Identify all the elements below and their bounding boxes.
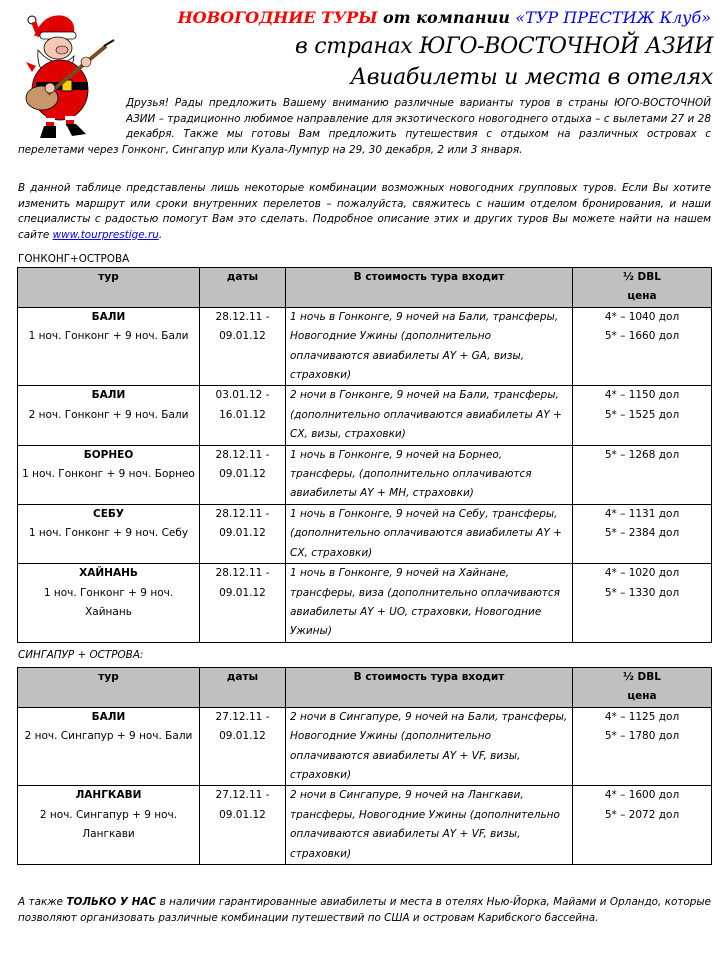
price-value: 4* – 1020 дол [604, 567, 680, 580]
dates-cell [200, 786, 286, 865]
closing-text-rest: в наличии гарантированные авиабилеты и места в отелях Нью-Йорка, Майами и Орландо, которые позволяют организовать различные комбинации путешествий по США и островам Карибского бассейна. [18, 896, 712, 924]
tours-table-hongkong [17, 267, 712, 643]
page-title [178, 8, 711, 27]
tour-description: 2 ноч. Сингапур + 9 ноч. Бали [24, 730, 193, 743]
column-header-dates: даты [200, 268, 286, 308]
tour-description: 2 ноч. Сингапур + 9 ноч. Лангкави [39, 808, 178, 841]
table-row [18, 445, 712, 504]
included-cell: 2 ночи в Сингапуре, 9 ночей на Лангкави, трансферы, Новогодние Ужины (дополнительно оплачиваются авиабилеты AY + VF, визы, страховки) [286, 786, 573, 865]
date-from: 28.12.11 - [215, 567, 270, 580]
price-value: 5* – 1330 дол [604, 586, 680, 599]
price-value: 4* – 1040 дол [604, 310, 680, 323]
table-row [18, 707, 712, 786]
column-header-included: В стоимость тура входит [286, 668, 573, 708]
price-header-price: цена [627, 690, 657, 703]
date-to: 09.01.12 [219, 808, 266, 821]
tour-cell [18, 707, 200, 786]
tour-description: 1 ноч. Гонконг + 9 ноч. Хайнань [43, 586, 174, 618]
table-row [18, 786, 712, 865]
date-to: 09.01.12 [219, 468, 266, 481]
subtitle-tickets-hotels: Авиабилеты и места в отелях [350, 65, 713, 90]
tour-name: БАЛИ [91, 389, 126, 402]
price-cell [573, 445, 712, 504]
subtitle-region: в странах ЮГО-ВОСТОЧНОЙ АЗИИ [295, 34, 713, 59]
tour-cell [18, 504, 200, 563]
tours-table-singapore [17, 667, 712, 865]
dates-cell [200, 707, 286, 786]
closing-paragraph [18, 895, 711, 926]
date-to: 09.01.12 [219, 730, 266, 743]
dates-cell [200, 564, 286, 643]
tour-cell [18, 445, 200, 504]
price-value: 4* – 1600 дол [604, 789, 680, 802]
title-from-company: от компании [377, 8, 516, 27]
price-cell [573, 386, 712, 445]
title-company-name: «ТУР ПРЕСТИЖ Клуб» [515, 8, 711, 27]
column-header-tour: тур [18, 268, 200, 308]
price-value: 5* – 1660 дол [604, 330, 680, 343]
tour-description: 1 ноч. Гонконг + 9 ноч. Бали [28, 330, 189, 343]
date-from: 28.12.11 - [215, 310, 270, 323]
table-header-row [18, 268, 712, 308]
tour-description: 1 ноч. Гонконг + 9 ноч. Себу [28, 527, 189, 540]
column-header-price [573, 668, 712, 708]
tour-cell [18, 307, 200, 386]
tour-name: БАЛИ [91, 310, 126, 323]
price-value: 4* – 1125 дол [604, 710, 680, 723]
table-row [18, 564, 712, 643]
tour-name: ХАЙНАНЬ [79, 567, 138, 580]
table-row [18, 386, 712, 445]
dates-cell [200, 504, 286, 563]
price-value: 5* – 1268 дол [604, 448, 680, 461]
included-cell: 1 ночь в Гонконге, 9 ночей на Бали, трансферы, Новогодние Ужины (дополнительно оплачиваются авиабилеты AY + GA, визы, страховки) [286, 307, 573, 386]
closing-text-highlight: ТОЛЬКО У НАС [66, 896, 157, 908]
price-value: 4* – 1150 дол [604, 389, 680, 402]
table-body [18, 707, 712, 864]
tour-cell [18, 564, 200, 643]
column-header-dates: даты [200, 668, 286, 708]
closing-text-start: А также [18, 896, 67, 908]
section-label-hongkong: ГОНКОНГ+ОСТРОВА [18, 253, 130, 265]
info-paragraph [18, 181, 711, 243]
price-value: 5* – 1525 дол [604, 408, 680, 421]
dates-cell [200, 445, 286, 504]
tour-name: СЕБУ [93, 507, 124, 520]
price-header-dbl: ½ DBL [623, 671, 661, 683]
column-header-tour: тур [18, 668, 200, 708]
tour-description: 2 ноч. Гонконг + 9 ноч. Бали [28, 408, 189, 421]
intro-paragraph [18, 96, 711, 158]
price-header-price: цена [627, 290, 657, 303]
table-body [18, 307, 712, 642]
price-value: 4* – 1131 дол [604, 507, 680, 520]
included-cell: 2 ночи в Сингапуре, 9 ночей на Бали, трансферы, Новогодние Ужины (дополнительно оплачиваются авиабилеты AY + VF, визы, страховки) [286, 707, 573, 786]
date-from: 28.12.11 - [215, 507, 270, 520]
date-from: 27.12.11 - [215, 710, 270, 723]
table-row [18, 504, 712, 563]
table-row [18, 307, 712, 386]
price-header-dbl: ½ DBL [623, 271, 661, 283]
table-header-row [18, 668, 712, 708]
column-header-included: В стоимость тура входит [286, 268, 573, 308]
dates-cell [200, 307, 286, 386]
website-link[interactable]: www.tourprestige.ru [52, 228, 159, 241]
date-to: 16.01.12 [219, 408, 266, 421]
tour-description: 1 ноч. Гонконг + 9 ноч. Борнео [22, 468, 195, 481]
included-cell: 2 ночи в Гонконге, 9 ночей на Бали, трансферы, (дополнительно оплачиваются авиабилеты AY + CX, визы, страховки) [286, 386, 573, 445]
price-cell [573, 564, 712, 643]
date-to: 09.01.12 [219, 586, 266, 599]
info-text: В данной таблице представлены лишь некоторые комбинации возможных новогодних групповых туров. Если Вы хотите изменить маршрут или сроки внутренних перелетов – пожалуйста, свяжитесь с нашим отделом бронирования, и наши специалисты с радостью помогут Вам это сделать. Подробное описание этих и других туров Вы можете найти на нашем сайте [18, 182, 711, 241]
date-from: 03.01.12 - [215, 389, 270, 402]
price-cell [573, 504, 712, 563]
price-value: 5* – 2072 дол [604, 808, 680, 821]
intro-text: Друзья! Рады предложить Вашему вниманию различные варианты туров в страны ЮГО-ВОСТОЧНОЙ АЗИИ – традиционно любимое направление для экзотического новогоднего отдыха – с вылетами 27 и 28 декабря. Также мы готовы Вам предложить путешествия с отдыхом на различных островах с перелетами через Гонконг, Сингапур или Куала-Лумпур на 29, 30 декабря, 2 или 3 января. [18, 97, 711, 156]
price-value: 5* – 2384 дол [604, 527, 680, 540]
date-to: 09.01.12 [219, 527, 266, 540]
price-cell [573, 707, 712, 786]
included-cell: 1 ночь в Гонконге, 9 ночей на Борнео, трансферы, (дополнительно оплачиваются авиабилеты AY + MH, страховки) [286, 445, 573, 504]
tour-name: ЛАНГКАВИ [75, 789, 142, 802]
date-from: 27.12.11 - [215, 789, 270, 802]
info-text-end: . [158, 228, 163, 241]
section-label-singapore: СИНГАПУР + ОСТРОВА: [18, 649, 144, 661]
date-to: 09.01.12 [219, 330, 266, 343]
column-header-price [573, 268, 712, 308]
tour-cell [18, 786, 200, 865]
price-value: 5* – 1780 дол [604, 730, 680, 743]
included-cell: 1 ночь в Гонконге, 9 ночей на Хайнане, трансферы, виза (дополнительно оплачиваются авиабилеты AY + UO, страховки, Новогодние Ужины) [286, 564, 573, 643]
tour-name: БОРНЕО [83, 448, 134, 461]
included-cell: 1 ночь в Гонконге, 9 ночей на Себу, трансферы, (дополнительно оплачиваются авиабилеты AY + CX, страховки) [286, 504, 573, 563]
date-from: 28.12.11 - [215, 448, 270, 461]
dates-cell [200, 386, 286, 445]
title-new-year-tours: НОВОГОДНИЕ ТУРЫ [177, 8, 378, 27]
tour-name: БАЛИ [91, 710, 126, 723]
tour-cell [18, 386, 200, 445]
price-cell [573, 786, 712, 865]
price-cell [573, 307, 712, 386]
